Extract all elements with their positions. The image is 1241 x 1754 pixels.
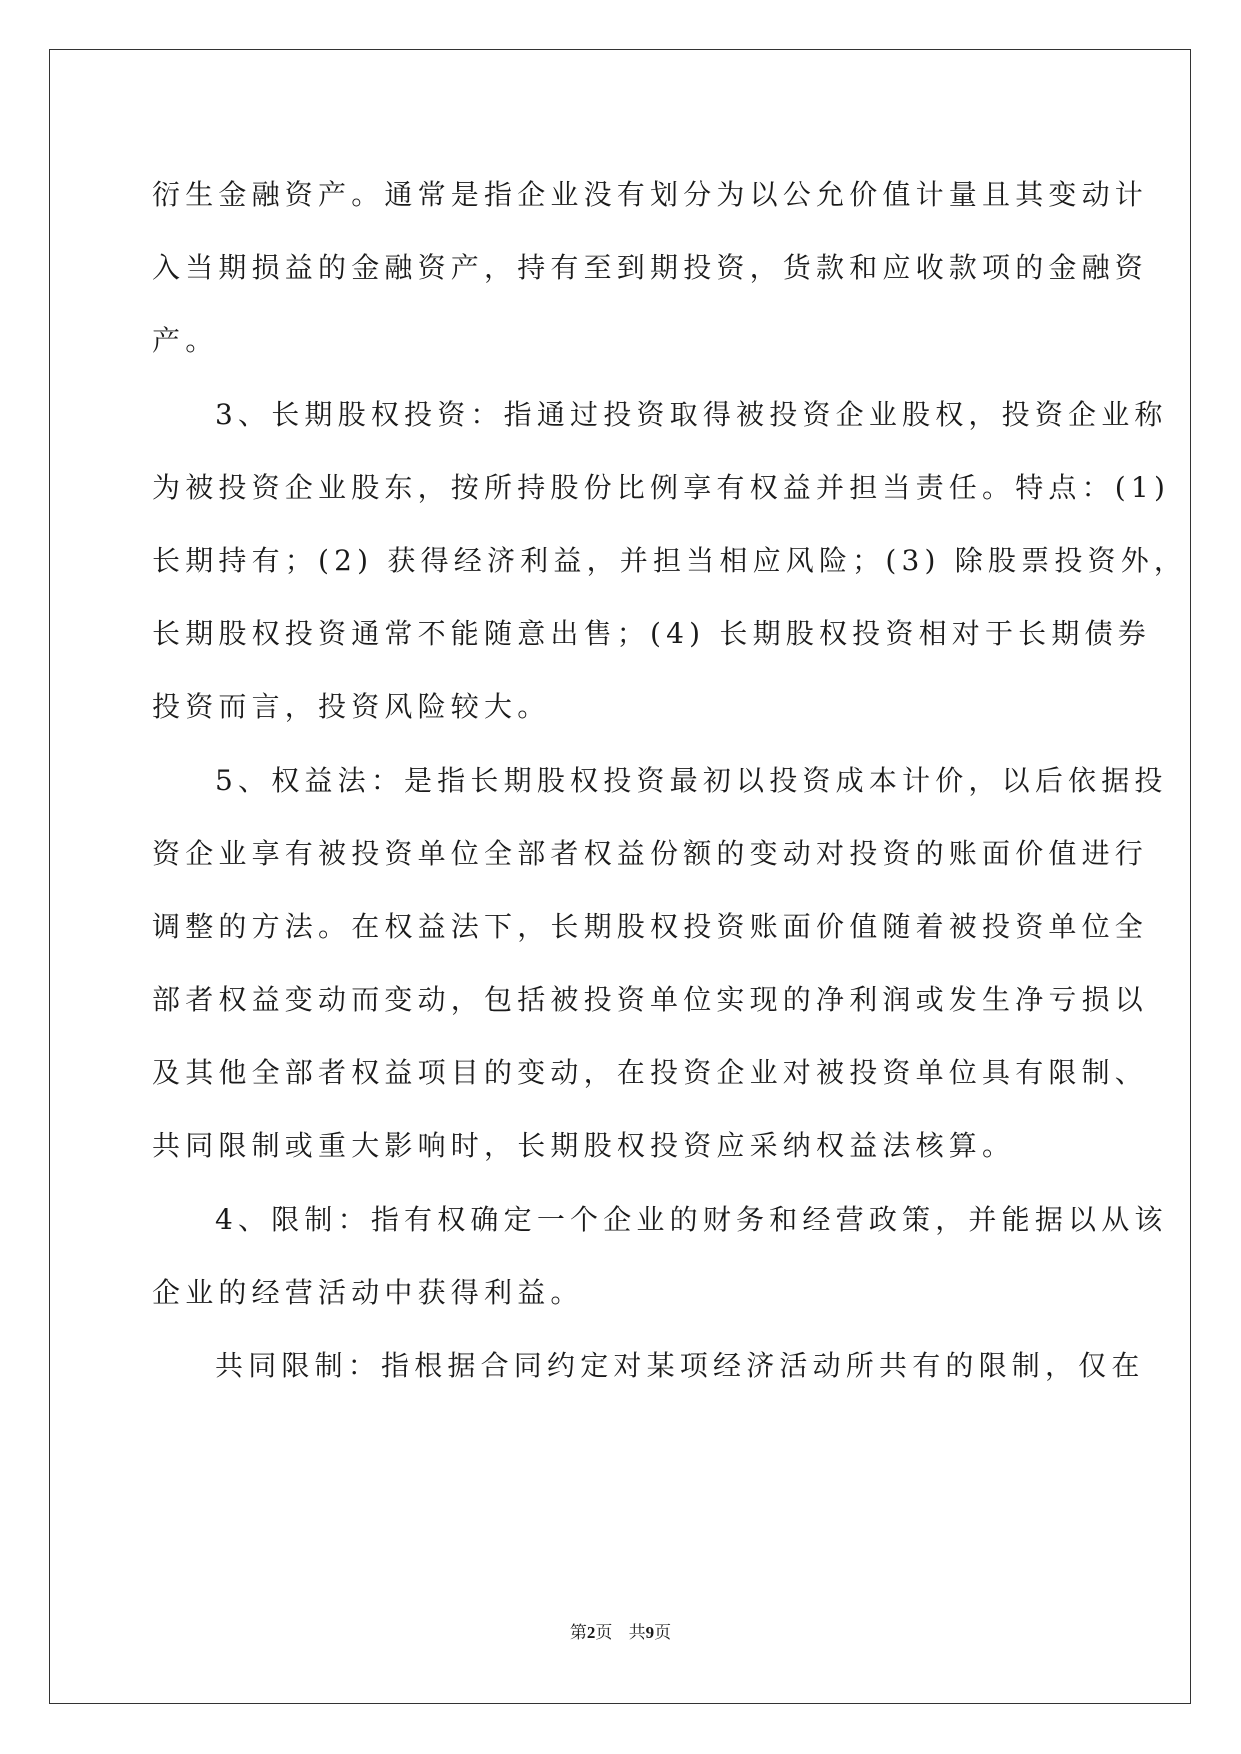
total-label-prefix: 共 [628, 1623, 646, 1643]
text-line: 调整的方法。在权益法下，长期股权投资账面价值随着被投资单位全 [152, 909, 1149, 943]
text-line: 投资而言，投资风险较大。 [152, 690, 551, 724]
paragraph-first-line: 4、限制：指有权确定一个企业的财务和经营政策，并能据以从该 [215, 1202, 1168, 1236]
text-line: 长期股权投资通常不能随意出售；(4) 长期股权投资相对于长期债券 [152, 617, 1151, 651]
current-page-number: 2 [586, 1623, 596, 1642]
footer-separator [612, 1623, 628, 1643]
paragraph-first-line: 共同限制：指根据合同约定对某项经济活动所共有的限制，仅在 [215, 1349, 1145, 1382]
text-line: 部者权益变动而变动，包括被投资单位实现的净利润或发生净亏损以 [152, 983, 1149, 1017]
text-line: 长期持有；(2) 获得经济利益，并担当相应风险；(3) 除股票投资外， [152, 543, 1188, 577]
page-label-prefix: 第 [569, 1623, 587, 1643]
text-line: 及其他全部者权益项目的变动，在投资企业对被投资单位具有限制、 [152, 1056, 1149, 1090]
page-label-suffix: 页 [595, 1623, 613, 1643]
text-line: 产。 [152, 324, 219, 358]
paragraph-first-line: 3、长期股权投资：指通过投资取得被投资企业股权，投资企业称 [215, 397, 1168, 431]
text-line: 入当期损益的金融资产，持有至到期投资，货款和应收款项的金融资 [152, 251, 1149, 285]
page-footer [0, 1618, 1241, 1643]
total-page-count: 9 [645, 1623, 655, 1642]
text-line: 资企业享有被投资单位全部者权益份额的变动对投资的账面价值进行 [152, 836, 1149, 870]
text-line: 共同限制或重大影响时，长期股权投资应采纳权益法核算。 [152, 1129, 1016, 1163]
text-line: 衍生金融资产。通常是指企业没有划分为以公允价值计量且其变动计 [152, 178, 1149, 211]
document-body [152, 158, 1188, 1402]
text-line: 为被投资企业股东，按所持股份比例享有权益并担当责任。特点：(1) [152, 470, 1171, 504]
total-label-suffix: 页 [654, 1623, 672, 1643]
text-line: 企业的经营活动中获得利益。 [152, 1275, 584, 1309]
paragraph-first-line: 5、权益法：是指长期股权投资最初以投资成本计价，以后依据投 [215, 763, 1168, 797]
